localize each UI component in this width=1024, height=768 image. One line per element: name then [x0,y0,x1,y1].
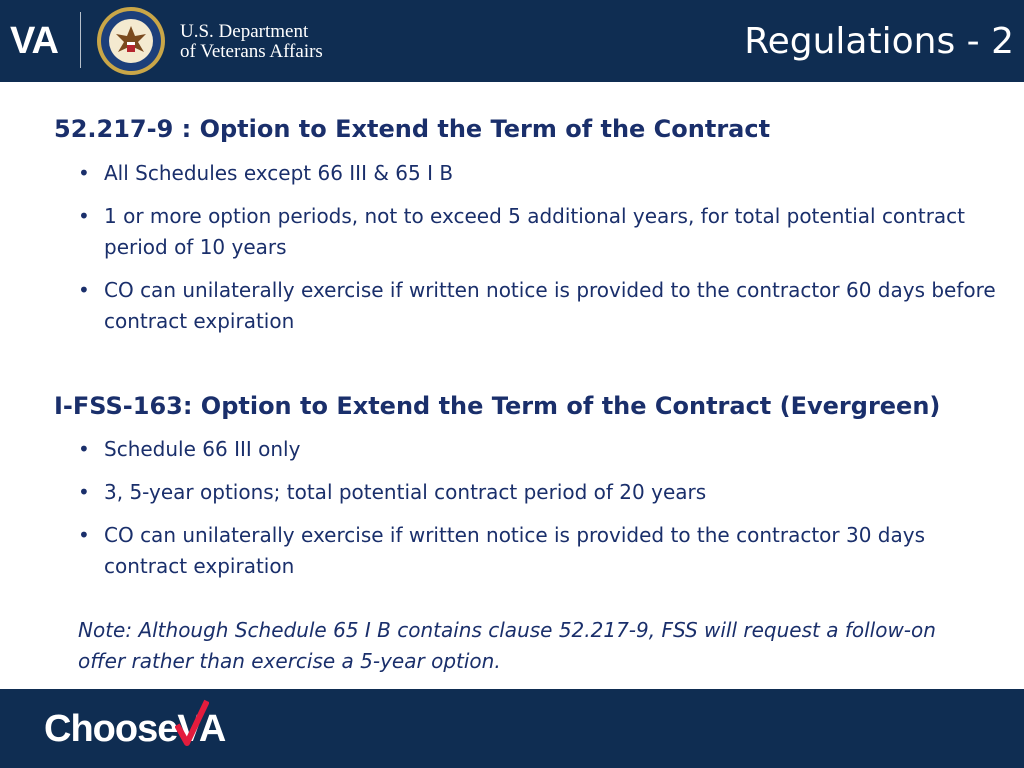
header-divider [80,12,81,68]
bullet-text: Schedule 66 III only [104,437,301,461]
choose-va-logo-suffix [177,709,225,749]
list-item [78,158,998,189]
bullet-text: CO can unilaterally exercise if written notice is provided to the contractor 60 days before contract expiration [104,278,996,333]
slide-footer [0,689,1024,768]
slide-title: Regulations - 2 [744,21,1014,62]
note-text: Note: Although Schedule 65 I B contains clause 52.217-9, FSS will request a follow-on offer rather than exercise a 5-year option. [78,618,936,673]
list-item [78,477,998,508]
bullet-icon: • [78,437,90,461]
slide-header [0,0,1024,82]
bullet-icon: • [78,480,90,504]
choose-va-logo [44,709,225,749]
department-line-1: U.S. Department [180,21,309,42]
choose-va-logo-va: VA [177,708,226,750]
bullet-list-52-217-9 [78,158,998,349]
slide-content [0,82,1024,689]
department-name [180,22,323,62]
department-line-2: of Veterans Affairs [180,41,323,62]
choose-va-logo-prefix: Choose [44,708,178,750]
bullet-icon: • [78,523,90,547]
list-item [78,201,998,263]
bullet-text: 1 or more option periods, not to exceed 5 additional years, for total potential contract period of 10 years [104,204,966,259]
va-logo: VA [10,20,58,62]
bullet-text: All Schedules except 66 III & 65 I B [104,161,454,185]
checkmark-icon [175,699,209,749]
bullet-icon: • [78,161,90,185]
bullet-text: 3, 5-year options; total potential contract period of 20 years [104,480,707,504]
bullet-text: CO can unilaterally exercise if written notice is provided to the contractor 30 days contract expiration [104,523,925,578]
bullet-list-i-fss-163 [78,434,998,594]
section-heading-52-217-9: 52.217-9 : Option to Extend the Term of the Contract [54,115,771,143]
bullet-icon: • [78,204,90,228]
bullet-icon: • [78,278,90,302]
list-item [78,434,998,465]
list-item [78,275,998,337]
va-seal-icon [96,6,166,76]
list-item [78,520,998,582]
section-heading-i-fss-163: I-FSS-163: Option to Extend the Term of the Contract (Evergreen) [54,392,941,420]
